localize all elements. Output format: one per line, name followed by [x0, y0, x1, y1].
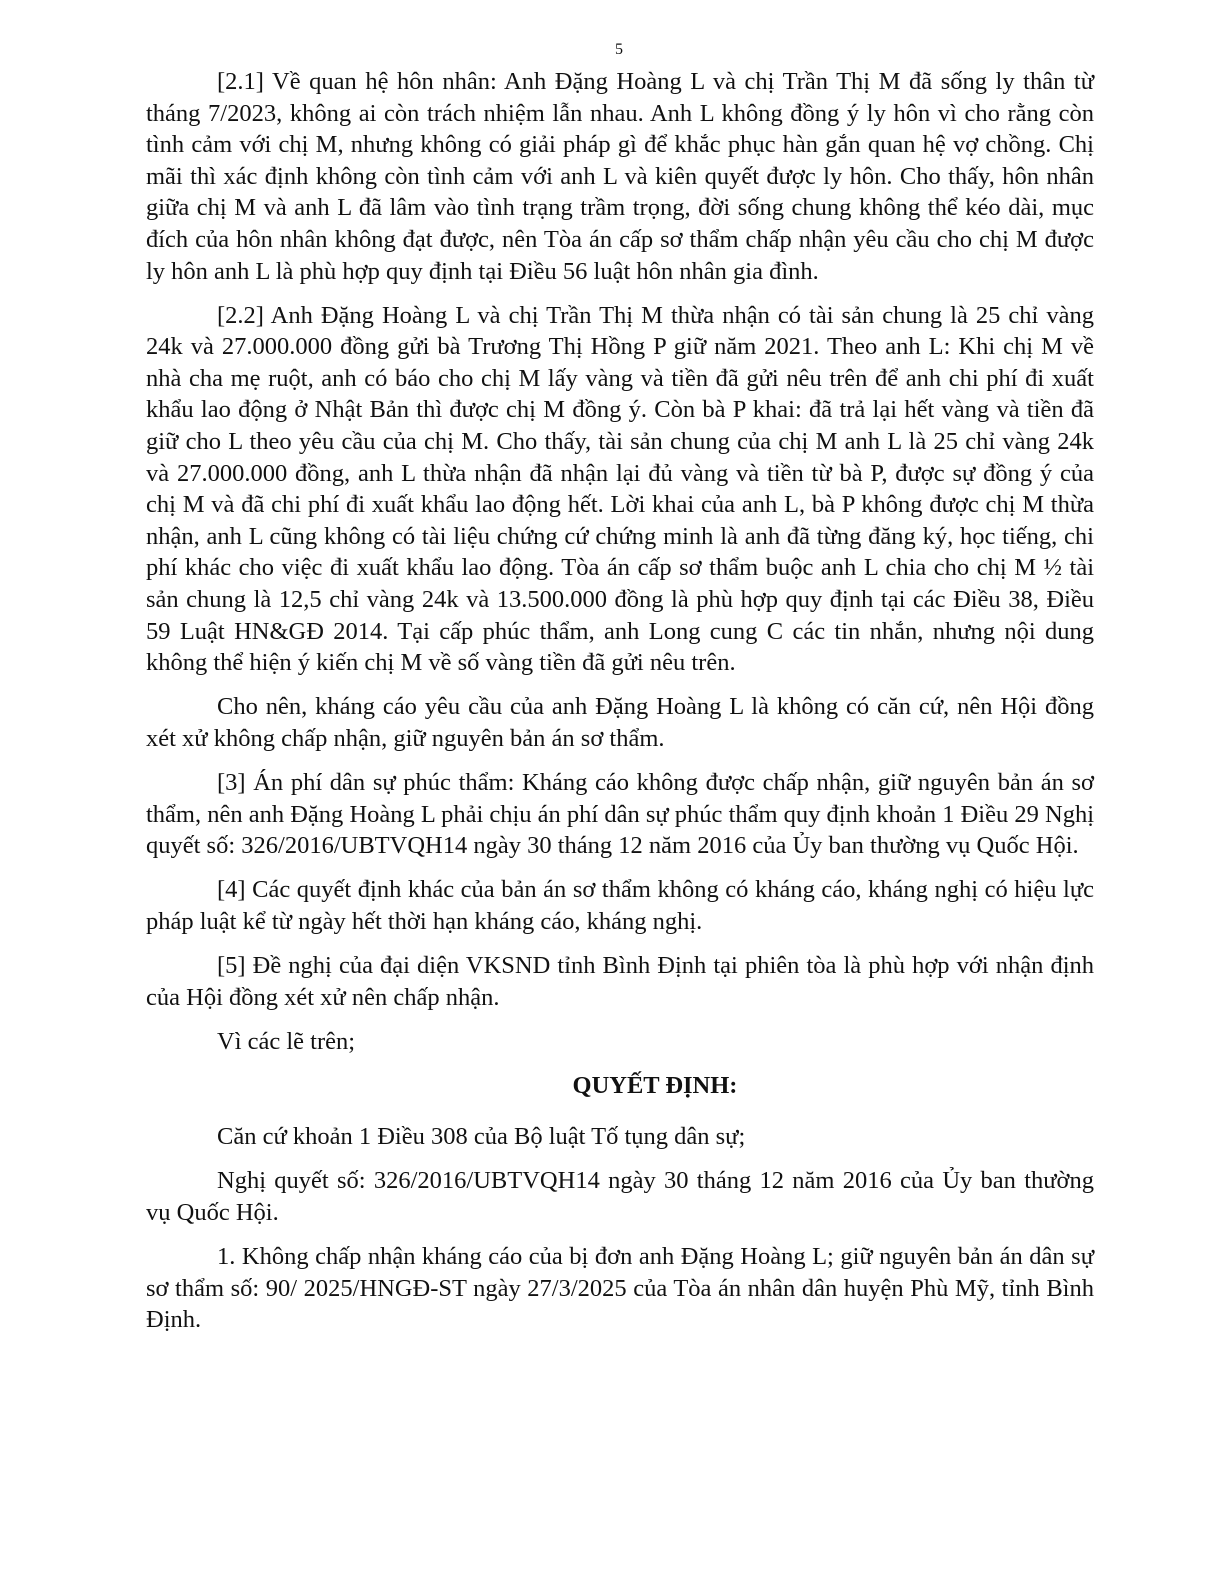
paragraph-common-property: [2.2] Anh Đặng Hoàng L và chị Trần Thị M thừa nhận có tài sản chung là 25 chỉ vàng 24k và 27.000.000 đồng gửi bà Trương Thị Hồng P giữ năm 2021. Theo anh L: Khi chị M về nhà cha mẹ ruột, anh có báo cho chị M lấy vàng và tiền đã gửi nêu trên để anh chi phí đi xuất khẩu lao động ở Nhật Bản thì được chị M đồng ý. Còn bà P khai: đã trả lại hết vàng và tiền đã giữ cho L theo yêu cầu của chị M. Cho thấy, tài sản chung của chị M anh L là 25 chỉ vàng 24k và 27.000.000 đồng, anh L thừa nhận đã nhận lại đủ vàng và tiền từ bà P, được sự đồng ý của chị M và đã chi phí đi xuất khẩu lao động hết. Lời khai của anh L, bà P không được chị M thừa nhận, anh L cũng không có tài liệu chứng cứ chứng minh là anh đã từng đăng ký, học tiếng, chi phí khác cho việc đi xuất khẩu lao động. Tòa án cấp sơ thẩm buộc anh L chia cho chị M ½ tài sản chung là 12,5 chỉ vàng 24k và 13.500.000 đồng là phù hợp quy định tại các Điều 38, Điều 59 Luật HN&GĐ 2014. Tại cấp phúc thẩm, anh Long cung C các tin nhắn, nhưng nội dung không thể hiện ý kiến chị M về số vàng tiền đã gửi nêu trên. — [146, 301, 1094, 677]
paragraph-court-fee: [3] Án phí dân sự phúc thẩm: Kháng cáo không được chấp nhận, giữ nguyên bản án sơ thẩm, nên anh Đặng Hoàng L phải chịu án phí dân sự phúc thẩm quy định khoản 1 Điều 29 Nghị quyết số: 326/2016/UBTVQH14 ngày 30 tháng 12 năm 2016 của Ủy ban thường vụ Quốc Hội. — [146, 768, 1094, 860]
paragraph-resolution-reference: Nghị quyết số: 326/2016/UBTVQH14 ngày 30 tháng 12 năm 2016 của Ủy ban thường vụ Quốc Hội. — [146, 1167, 1094, 1226]
paragraph-decision-item-1: 1. Không chấp nhận kháng cáo của bị đơn anh Đặng Hoàng L; giữ nguyên bản án dân sự sơ thẩm số: 90/ 2025/HNGĐ-ST ngày 27/3/2025 của Tòa án nhân dân huyện Phù Mỹ, tỉnh Bình Định. — [146, 1243, 1094, 1334]
page-number: 5 — [615, 41, 623, 58]
document-body — [146, 66, 1094, 1348]
paragraph-legal-basis: Căn cứ khoản 1 Điều 308 của Bộ luật Tố tụng dân sự; — [217, 1123, 746, 1151]
paragraph-other-decisions: [4] Các quyết định khác của bản án sơ thẩm không có kháng cáo, kháng nghị có hiệu lực pháp luật kể từ ngày hết thời hạn kháng cáo, kháng nghị. — [146, 876, 1094, 935]
decision-heading: QUYẾT ĐỊNH: — [572, 1071, 738, 1099]
paragraph-for-these-reasons: Vì các lẽ trên; — [217, 1027, 356, 1055]
paragraph-marriage-relationship: [2.1] Về quan hệ hôn nhân: Anh Đặng Hoàng L và chị Trần Thị M đã sống ly thân từ tháng 7/2023, không ai còn trách nhiệm lẫn nhau. Anh L không đồng ý ly hôn vì cho rằng còn tình cảm với chị M, nhưng không có giải pháp gì để khắc phục hàn gắn quan hệ vợ chồng. Chị mãi thì xác định không còn tình cảm với anh L và kiên quyết được ly hôn. Cho thấy, hôn nhân giữa chị M và anh L đã lâm vào tình trạng trầm trọng, đời sống chung không thể kéo dài, mục đích của hôn nhân không đạt được, nên Tòa án cấp sơ thẩm chấp nhận yêu cầu cho chị M được ly hôn anh L là phù hợp quy định tại Điều 56 luật hôn nhân gia đình. — [146, 68, 1094, 285]
paragraph-appeal-conclusion: Cho nên, kháng cáo yêu cầu của anh Đặng Hoàng L là không có căn cứ, nên Hội đồng xét xử không chấp nhận, giữ nguyên bản án sơ thẩm. — [146, 693, 1094, 752]
paragraph-procuracy-proposal: [5] Đề nghị của đại diện VKSND tỉnh Bình Định tại phiên tòa là phù hợp với nhận định của Hội đồng xét xử nên chấp nhận. — [146, 951, 1094, 1011]
